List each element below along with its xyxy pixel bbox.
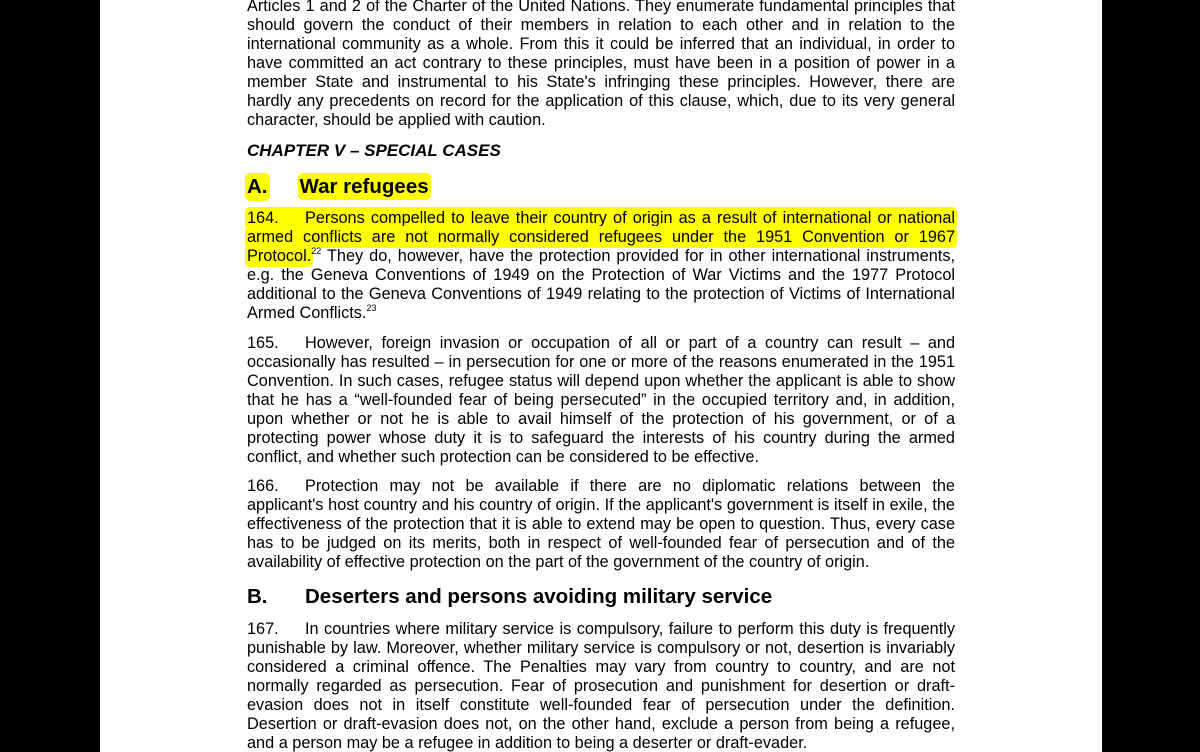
document-page xyxy=(100,0,1102,752)
section-b-heading xyxy=(247,585,772,609)
chapter-heading: CHAPTER V – SPECIAL CASES xyxy=(247,141,501,160)
section-a-heading xyxy=(247,175,429,199)
paragraph-164 xyxy=(247,209,955,323)
section-a-title: War refugees xyxy=(299,175,429,198)
paragraph-167-number: 167. xyxy=(247,620,279,638)
paragraph-164-number: 164. xyxy=(247,209,279,227)
section-b-letter: B. xyxy=(247,585,268,608)
paragraph-166-number: 166. xyxy=(247,477,279,495)
paragraph-164-rest: They do, however, have the protection provided for in other international instruments, e.g. the Geneva Conventions of 1949 on the Protection of War Victims and the 1977 Protocol additional to the Geneva Conventions of 1949 relating to the protection of Victims of International Armed Conflicts. xyxy=(247,247,955,322)
paragraph-165 xyxy=(247,334,955,467)
intro-paragraph: Articles 1 and 2 of the Charter of the United Nations. They enumerate fundamental principles that should govern the conduct of their members in relation to each other and in relation to the international community as a whole. From this it could be inferred that an individual, in order to have committed an act contrary to these principles, must have been in a position of power in a member State and instrumental to his State's infringing these principles. However, there are hardly any precedents on record for the application of this clause, which, due to its very general character, should be applied with caution. xyxy=(247,0,955,129)
paragraph-166 xyxy=(247,477,955,572)
paragraph-167 xyxy=(247,620,955,752)
footnote-ref-22[interactable]: 22 xyxy=(311,246,322,256)
paragraph-166-text: Protection may not be available if there are no diplomatic relations between the applicant's host country and his country of origin. If the applicant's government is itself in exile, the effectiveness of the protection that it is able to extend may be open to question. Thus, every case has to be judged on its merits, both in respect of well-founded fear of persecution and of the availability of effective protection on the part of the government of the country of origin. xyxy=(247,477,955,571)
paragraph-164-highlighted-text: Persons compelled to leave their country of origin as a result of international or national armed conflicts are not normally considered refugees under the 1951 Convention or 1967 Protocol. xyxy=(247,209,955,265)
paragraph-165-number: 165. xyxy=(247,334,279,352)
section-b-title: Deserters and persons avoiding military service xyxy=(305,585,773,608)
paragraph-167-text: In countries where military service is compulsory, failure to perform this duty is frequently punishable by law. Moreover, whether military service is compulsory or not, desertion is invariably considered a criminal offence. The Penalties may vary from country to country, and are not normally regarded as persecution. Fear of prosecution and punishment for desertion or draft-evasion does not in itself constitute well-founded fear of persecution under the definition. Desertion or draft-evasion does not, on the other hand, exclude a person from being a refugee, and a person may be a refugee in addition to being a deserter or draft-evader. xyxy=(247,620,955,752)
footnote-ref-23[interactable]: 23 xyxy=(366,303,377,313)
section-a-letter: A. xyxy=(247,175,268,198)
paragraph-165-text: However, foreign invasion or occupation of all or part of a country can result – and occasionally has resulted – in persecution for one or more of the reasons enumerated in the 1951 Convention. In such cases, refugee status will depend upon whether the applicant is able to show that he has a “well-founded fear of being persecuted” in the occupied territory and, in addition, upon whether or not he is able to avail himself of the protection of his government, or of a protecting power whose duty it is to safeguard the interests of his country during the armed conflict, and whether such protection can be considered to be effective. xyxy=(247,334,955,466)
